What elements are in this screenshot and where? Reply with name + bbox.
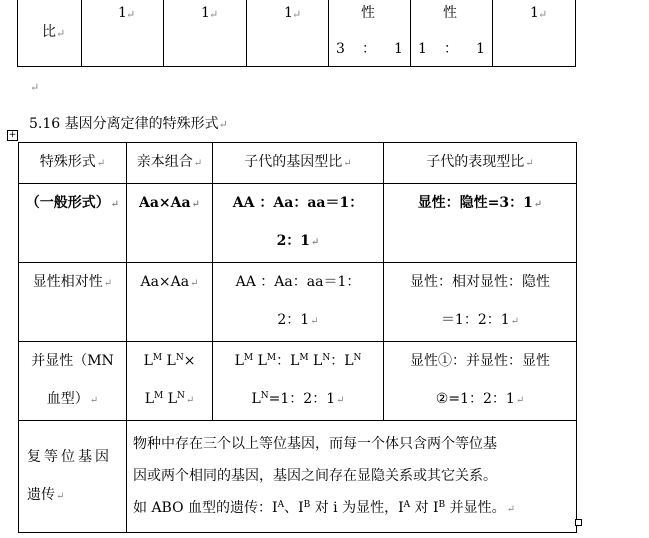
ratio-a-right: 1 <box>394 41 403 57</box>
top-cell-3: 1 <box>284 5 293 21</box>
top-cell-5: 性 <box>443 5 457 21</box>
table-move-handle-icon[interactable]: + <box>8 130 17 140</box>
table-row <box>19 184 577 263</box>
table-row <box>19 342 577 421</box>
header-parents: 亲本组合↵ <box>127 143 213 184</box>
ratio-b-left: 1 <box>418 41 427 57</box>
header-genotype-ratio: 子代的基因型比↵ <box>213 143 384 184</box>
phenotype-general: 显性：隐性=3：1↵ <box>384 184 577 263</box>
table-row <box>19 421 577 533</box>
form-codominance: 并显性（MN 血型）↵ <box>19 342 127 421</box>
paragraph-mark-icon: ↵ <box>292 8 302 21</box>
header-phenotype-ratio: 子代的表现型比↵ <box>384 143 577 184</box>
top-cell-1: 1 <box>118 5 127 21</box>
form-general: （一般形式）↵ <box>19 184 127 263</box>
table-header-row <box>19 143 577 184</box>
section-title-text: 5.16 基因分离定律的特殊形式 <box>29 116 219 132</box>
top-cell-6: 1 <box>530 5 539 21</box>
genotype-incomplete-dominance: AA ：Aa：aa＝1： 2：1↵ <box>213 263 384 342</box>
table-row <box>19 263 577 342</box>
ratio-b-colon: ： <box>444 41 458 57</box>
paragraph-mark-icon: ↵ <box>209 8 219 21</box>
multiple-alleles-description: 物种中存在三个以上等位基因，而每一个体只含两个等位基 因或两个相同的基因，基因之间存在显隐关系或其它关系。 如 ABO 血型的遗传：$I^A$、$I^B$ 对 i 为显性，$I^A$ 对 $I^B$ 并显性。↵ <box>127 421 577 533</box>
paragraph-mark-icon: ↵ <box>30 81 40 94</box>
ratio-a-left: 3 <box>336 41 345 57</box>
paragraph-mark-icon: ↵ <box>218 118 228 131</box>
parents-incomplete-dominance: Aa×Aa↵ <box>127 263 213 342</box>
parents-codominance: $L^M$ $L^N\times$ $L^M$ $L^N↵$ <box>127 342 213 421</box>
phenotype-incomplete-dominance: 显性：相对显性：隐性 ＝1：2：1↵ <box>384 263 577 342</box>
parents-general: Aa×Aa↵ <box>127 184 213 263</box>
phenotype-codominance: 显性①：并显性：显性 ②=1：2：1↵ <box>384 342 577 421</box>
special-forms-table <box>18 142 577 533</box>
paragraph-mark-icon: ↵ <box>538 8 548 21</box>
form-incomplete-dominance: 显性相对性↵ <box>19 263 127 342</box>
table-resize-handle[interactable] <box>575 519 582 526</box>
section-title <box>29 116 228 133</box>
genotype-general: AA ：Aa：aa＝1： 2：1↵ <box>213 184 384 263</box>
genotype-codominance: $L^M$ $L^M$：$L^M$ $L^N$：$L^N$ $L^N=1$：2：1↵ <box>213 342 384 421</box>
ratio-a-colon: ： <box>362 41 376 57</box>
paragraph-mark-icon: ↵ <box>126 8 136 21</box>
form-multiple-alleles: 复等位基因 遗传↵ <box>19 421 127 533</box>
header-special-form: 特殊形式↵ <box>19 143 127 184</box>
top-cell-4: 性 <box>361 5 375 21</box>
top-cell-2: 1 <box>201 5 210 21</box>
paragraph-mark-icon: ↵ <box>56 27 66 40</box>
ratio-b-right: 1 <box>476 41 485 57</box>
top-row-label: 比 <box>42 24 56 40</box>
